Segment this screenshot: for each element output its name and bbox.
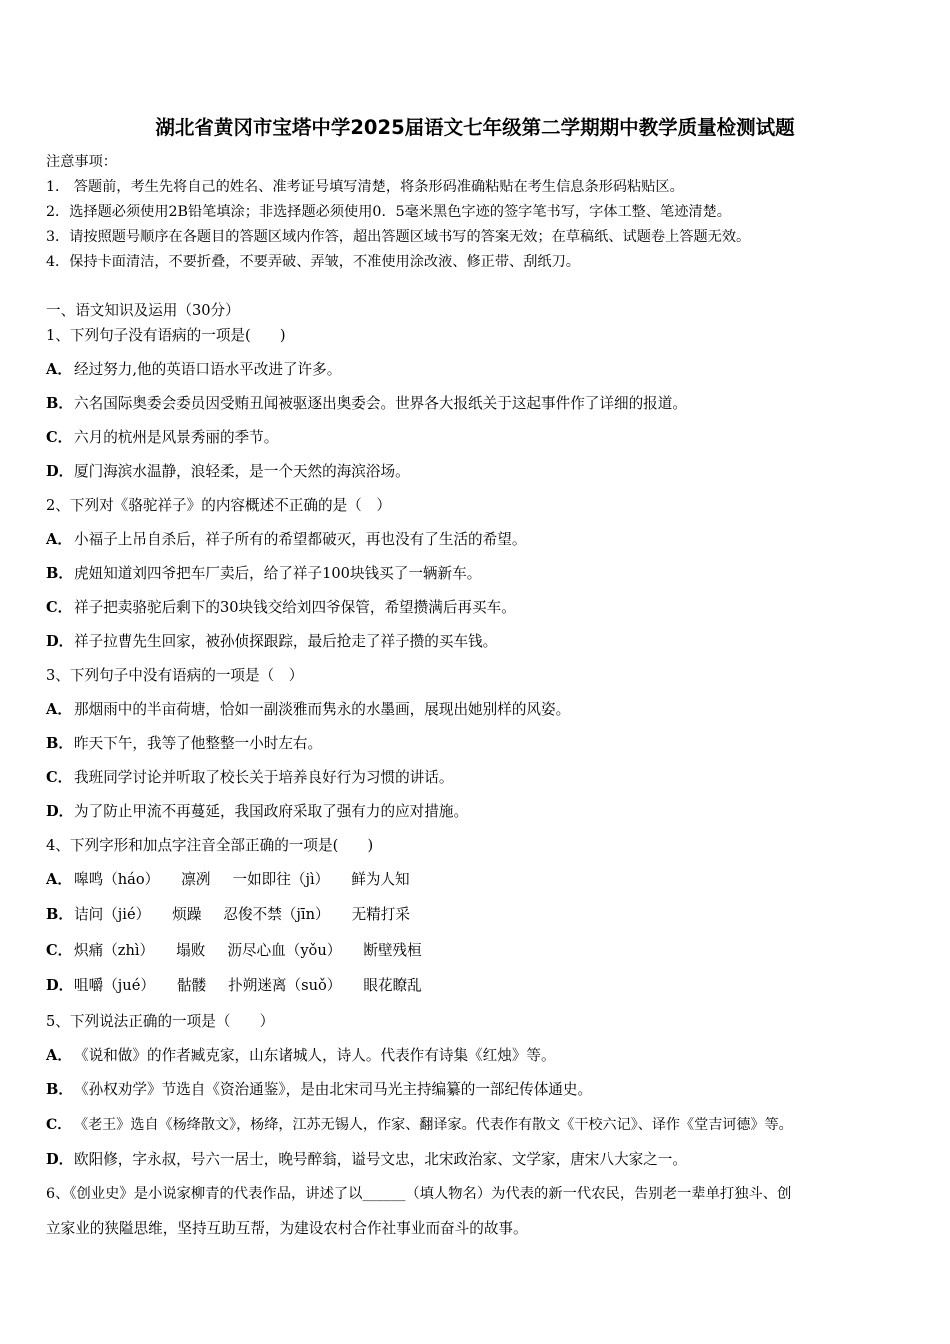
option-row	[46, 1150, 687, 1170]
option-row	[46, 700, 570, 720]
option-letter: C．	[46, 599, 73, 616]
option-row	[46, 941, 422, 961]
option-text: 虎妞知道刘四爷把车厂卖后，给了祥子100块钱买了一辆新车。	[74, 565, 482, 582]
option-row	[46, 768, 453, 788]
option-text: 《说和做》的作者臧克家，山东诸城人，诗人。代表作有诗集《红烛》等。	[74, 1047, 556, 1064]
option-letter: D．	[46, 633, 74, 650]
option-row	[46, 1080, 592, 1100]
option-text: 欧阳修，字永叔，号六一居士，晚号醉翁，谥号文忠，北宋政治家、文学家，唐宋八大家之一。	[74, 1151, 687, 1168]
option-part: 骷髅	[176, 977, 207, 994]
option-letter: B．	[46, 906, 73, 923]
option-part: 沥尽心血（yǒu）	[227, 942, 342, 959]
page-title: 湖北省黄冈市宝塔中学2025届语文七年级第二学期期中教学质量检测试题	[155, 116, 795, 139]
question-stem-continued: 立家业的狭隘思维，坚持互助互帮，为建设农村合作社事业而奋斗的故事。	[46, 1220, 528, 1237]
option-letter: D．	[46, 463, 74, 480]
option-row	[46, 1046, 556, 1066]
option-letter: C．	[46, 429, 73, 446]
notice-heading: 注意事项：	[46, 154, 117, 170]
question-stem: 2、下列对《骆驼祥子》的内容概述不正确的是（ ）	[46, 497, 391, 514]
question-stem: 4、下列字形和加点字注音全部正确的一项是( )	[46, 837, 374, 854]
option-row	[46, 564, 481, 584]
question-stem: 5、下列说法正确的一项是（ ）	[46, 1013, 275, 1030]
option-part: 诘问（jié）	[74, 906, 151, 923]
option-letter: C．	[46, 942, 73, 959]
option-row	[46, 530, 526, 550]
option-row	[46, 428, 278, 448]
option-row	[46, 394, 687, 414]
option-text: 六月的杭州是风景秀丽的季节。	[74, 429, 279, 446]
option-part: 一如即往（jì）	[232, 871, 330, 888]
option-part: 扑朔迷离（suǒ）	[228, 977, 342, 994]
option-letter: B．	[46, 565, 73, 582]
option-row	[46, 802, 468, 822]
option-part: 无精打采	[351, 906, 410, 923]
option-letter: A．	[46, 1047, 72, 1064]
option-letter: D．	[46, 803, 74, 820]
question-stem: 1、下列句子没有语病的一项是( )	[46, 327, 286, 344]
notice-item: 4．保持卡面清洁，不要折叠，不要弄破、弄皱，不准使用涂改液、修正带、刮纸刀。	[46, 254, 580, 270]
option-letter: B．	[46, 735, 73, 752]
option-part: 鲜为人知	[351, 871, 410, 888]
option-text: 小福子上吊自杀后，祥子所有的希望都破灭，再也没有了生活的希望。	[74, 531, 527, 548]
question-stem: 3、下列句子中没有语病的一项是（ ）	[46, 667, 304, 684]
option-row	[46, 632, 497, 652]
option-text: 那烟雨中的半亩荷塘，恰如一副淡雅而隽永的水墨画，展现出她别样的风姿。	[74, 701, 571, 718]
option-text: 祥子把卖骆驼后剩下的30块钱交给刘四爷保管，希望攒满后再买车。	[74, 599, 516, 616]
option-row	[46, 870, 410, 890]
option-text: 为了防止甲流不再蔓延，我国政府采取了强有力的应对措施。	[74, 803, 469, 820]
option-part: 断壁残桓	[363, 942, 422, 959]
option-part: 眼花瞭乱	[363, 977, 422, 994]
option-part: 炽痛（zhì）	[74, 942, 155, 959]
notice-item: 1． 答题前，考生先将自己的姓名、准考证号填写清楚，将条形码准确粘贴在考生信息条形码粘贴区。	[46, 179, 684, 195]
option-row	[46, 734, 322, 754]
option-text: 我班同学讨论并听取了校长关于培养良好行为习惯的讲话。	[74, 769, 454, 786]
option-letter: D．	[46, 1151, 74, 1168]
option-letter: A．	[46, 531, 72, 548]
option-part: 凛冽	[181, 871, 211, 888]
option-letter: C．	[46, 1117, 72, 1133]
option-row	[46, 976, 422, 996]
option-text: 昨天下午，我等了他整整一小时左右。	[74, 735, 323, 752]
notice-item: 3．请按照题号顺序在各题目的答题区域内作答，超出答题区域书写的答案无效；在草稿纸、试题卷上答题无效。	[46, 229, 751, 245]
notice-item: 2．选择题必须使用2B铅笔填涂；非选择题必须使用0．5毫米黑色字迹的签字笔书写，字体工整、笔迹清楚。	[46, 204, 731, 220]
option-part: 烦躁	[172, 906, 202, 923]
option-text: 祥子拉曹先生回家，被孙侦探跟踪，最后抢走了祥子攒的买车钱。	[74, 633, 498, 650]
option-row	[46, 905, 410, 925]
option-text: 《老王》选自《杨绛散文》，杨绛，江苏无锡人，作家、翻译家。代表作有散文《干校六记》、译作《堂吉诃德》等。	[74, 1117, 793, 1133]
option-letter: A．	[46, 701, 72, 718]
option-text: 六名国际奥委会委员因受贿丑闻被驱逐出奥委会。世界各大报纸关于这起事件作了详细的报道。	[74, 395, 687, 412]
option-text: 厦门海滨水温静，浪轻柔，是一个天然的海滨浴场。	[74, 463, 410, 480]
option-part: 塌败	[176, 942, 206, 959]
option-letter: B．	[46, 395, 73, 412]
option-part: 嗥鸣（háo）	[74, 871, 160, 888]
option-letter: A．	[46, 871, 72, 888]
option-part: 咀嚼（jué）	[74, 977, 155, 994]
option-part: 忍俊不禁（jīn）	[223, 906, 330, 923]
option-text: 《孙权劝学》节选自《资治通鉴》，是由北宋司马光主持编纂的一部纪传体通史。	[74, 1081, 593, 1098]
option-letter: C．	[46, 769, 73, 786]
option-row	[46, 360, 341, 380]
option-row	[46, 1115, 793, 1135]
option-text: 经过努力,他的英语口语水平改进了许多。	[74, 361, 342, 378]
section-heading: 一、语文知识及运用（30分）	[46, 302, 240, 319]
question-stem: 6、《创业史》是小说家柳青的代表作品，讲述了以______（填人物名）为代表的新一代农民，告别老一辈单打独斗、创	[46, 1186, 792, 1202]
option-letter: A．	[46, 361, 72, 378]
option-row	[46, 462, 410, 482]
option-row	[46, 598, 516, 618]
option-letter: D．	[46, 977, 74, 994]
option-letter: B．	[46, 1081, 73, 1098]
